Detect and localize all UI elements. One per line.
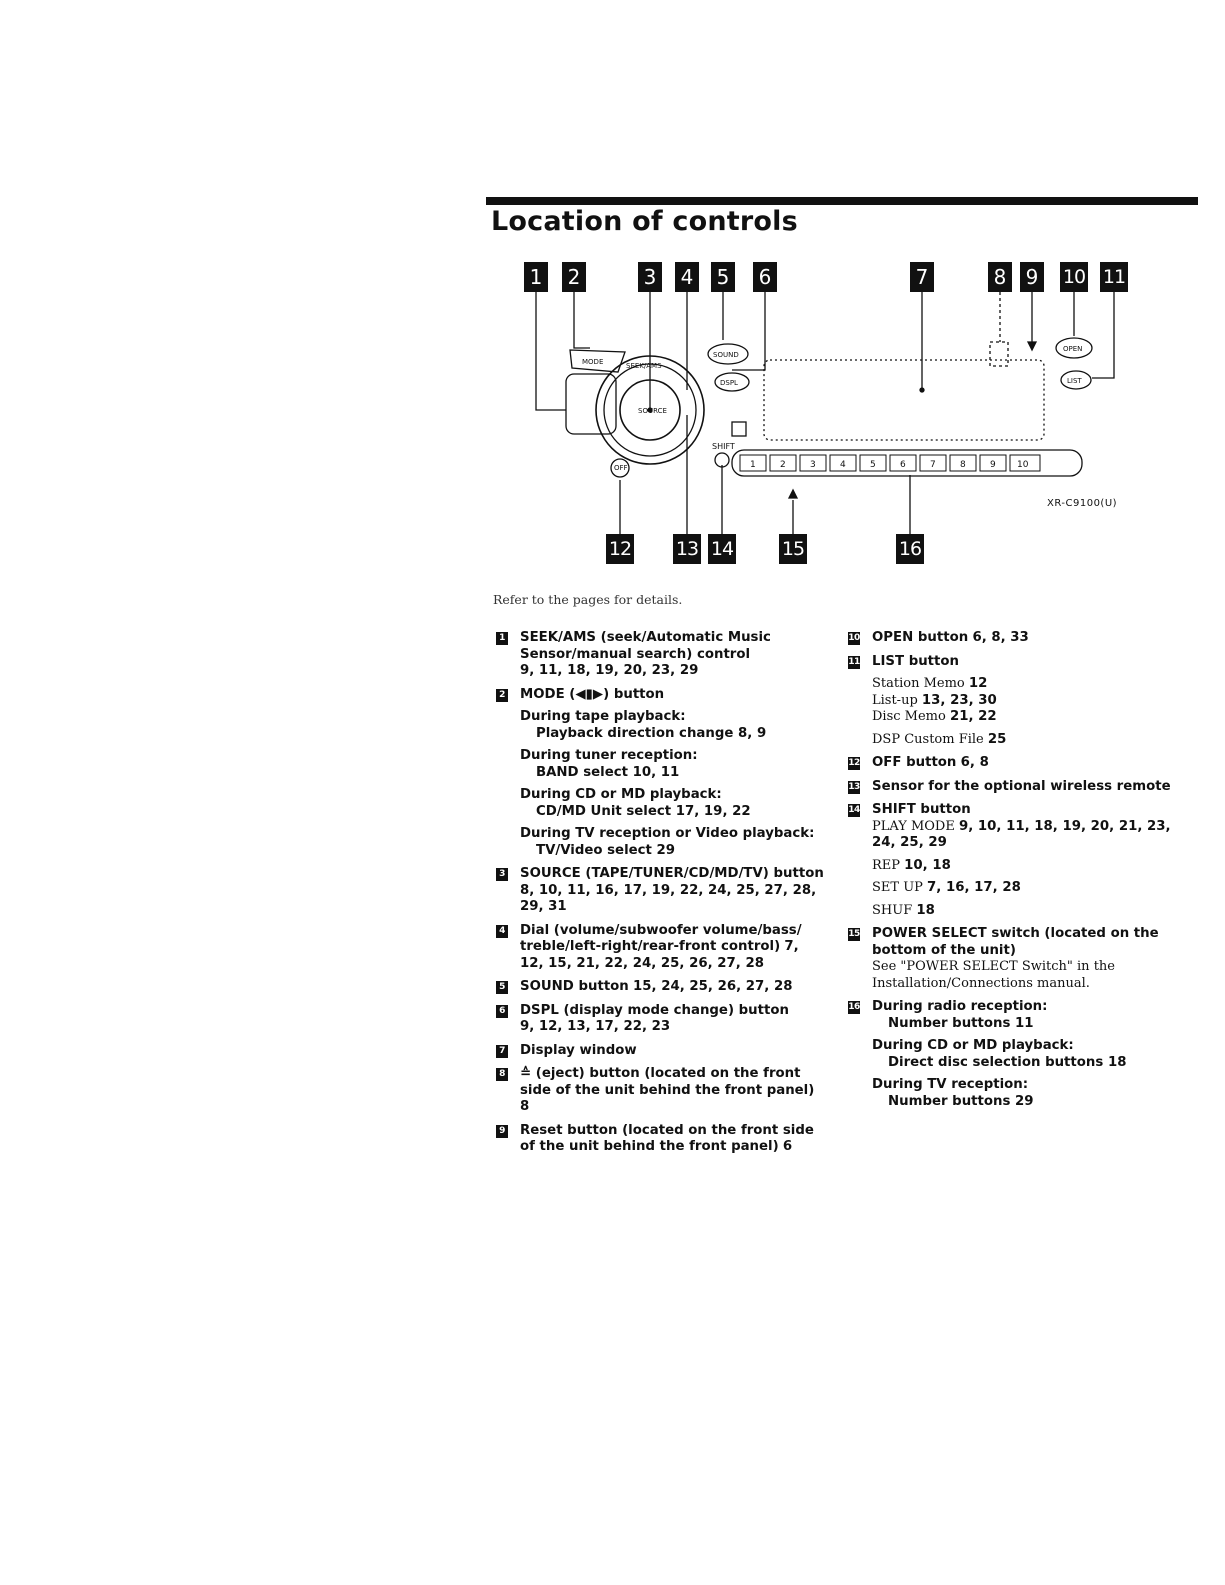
svg-text:1: 1 — [750, 460, 756, 470]
callout-8: 8 — [988, 262, 1012, 292]
item-14: 14 SHIFT button PLAY MODE 9, 10, 11, 18, 19, 20, 21, 23, 24, 25, 29 REP 10, 18 SET UP 7, 16, 17, 28 SHUF 18 — [848, 802, 1171, 918]
svg-text:3: 3 — [810, 460, 816, 470]
callout-10: 10 — [1060, 262, 1088, 292]
item-15: 15 POWER SELECT switch (located on the bottom of the unit) See "POWER SELECT Switch" in the Installation/Connections manual. — [848, 926, 1159, 991]
callout-2: 2 — [562, 262, 586, 292]
svg-text:DSPL: DSPL — [720, 379, 738, 387]
item-7: 7 Display window — [496, 1043, 826, 1060]
svg-text:4: 4 — [840, 460, 846, 470]
svg-text:10: 10 — [1017, 460, 1029, 470]
callout-6: 6 — [753, 262, 777, 292]
callout-9: 9 — [1020, 262, 1044, 292]
item-16: 16 During radio reception: Number buttons 11 During CD or MD playback: Direct disc selection buttons 18 During TV reception: Number buttons 29 — [848, 999, 1127, 1109]
item-10: 10 OPEN button 6, 8, 33 — [848, 630, 1029, 645]
svg-text:MODE: MODE — [582, 358, 604, 366]
callout-14: 14 — [708, 534, 736, 564]
item-6: 6 DSPL (display mode change) button 9, 12, 13, 17, 22, 23 — [496, 1003, 826, 1036]
svg-text:SOURCE: SOURCE — [638, 407, 667, 415]
model-number: XR-C9100(U) — [1047, 498, 1118, 509]
front-panel-illustration — [500, 250, 1160, 580]
callout-15: 15 — [779, 534, 807, 564]
svg-text:2: 2 — [780, 460, 786, 470]
callout-13: 13 — [673, 534, 701, 564]
svg-text:LIST: LIST — [1067, 377, 1082, 385]
callout-12: 12 — [606, 534, 634, 564]
callout-1: 1 — [524, 262, 548, 292]
item-12: 12 OFF button 6, 8 — [848, 755, 989, 770]
section-rule — [486, 197, 1198, 205]
unit-diagram — [500, 250, 1160, 580]
svg-text:9: 9 — [990, 460, 996, 470]
svg-text:7: 7 — [930, 460, 936, 470]
item-1: 1 SEEK/AMS (seek/Automatic Music Sensor/manual search) control 9, 11, 18, 19, 20, 23, 29 — [496, 630, 826, 680]
callout-7: 7 — [910, 262, 934, 292]
item-8: 8 ≙ (eject) button (located on the front side of the unit behind the front panel) 8 — [496, 1066, 826, 1116]
callout-5: 5 — [711, 262, 735, 292]
callout-11: 11 — [1100, 262, 1128, 292]
callout-3: 3 — [638, 262, 662, 292]
svg-text:OPEN: OPEN — [1063, 345, 1083, 353]
right-column — [848, 630, 1178, 1117]
svg-text:8: 8 — [960, 460, 966, 470]
svg-text:5: 5 — [870, 460, 876, 470]
item-3: 3 SOURCE (TAPE/TUNER/CD/MD/TV) button 8, 10, 11, 16, 17, 19, 22, 24, 25, 27, 28, 29, 31 — [496, 866, 826, 916]
callout-4: 4 — [675, 262, 699, 292]
refer-note: Refer to the pages for details. — [493, 592, 683, 607]
item-13: 13 Sensor for the optional wireless remote — [848, 778, 1171, 794]
svg-text:SOUND: SOUND — [713, 351, 739, 359]
callout-16: 16 — [896, 534, 924, 564]
item-11: 11 LIST button Station Memo 12 List-up 13, 23, 30 Disc Memo 21, 22 DSP Custom File 25 — [848, 653, 1007, 747]
item-4: 4 Dial (volume/subwoofer volume/bass/ treble/left-right/rear-front control) 7, 12, 15, 21, 22, 24, 25, 26, 27, 28 — [496, 923, 826, 973]
item-5: 5 SOUND button 15, 24, 25, 26, 27, 28 — [496, 979, 826, 996]
svg-text:OFF: OFF — [614, 464, 628, 472]
page-title: Location of controls — [491, 206, 798, 237]
item-9: 9 Reset button (located on the front side of the unit behind the front panel) 6 — [496, 1123, 826, 1156]
svg-text:SEEK/AMS: SEEK/AMS — [626, 362, 662, 370]
shift-label: SHIFT — [712, 442, 735, 451]
svg-text:6: 6 — [900, 460, 906, 470]
left-column — [496, 630, 826, 1163]
item-2: 2 MODE (◀▮▶) button During tape playback: Playback direction change 8, 9 During tuner reception: BAND select 10, 11 During CD or MD playback: CD/MD Unit select 17, 19, 22 During TV reception or Video playback: TV/Video select 29 — [496, 687, 826, 860]
